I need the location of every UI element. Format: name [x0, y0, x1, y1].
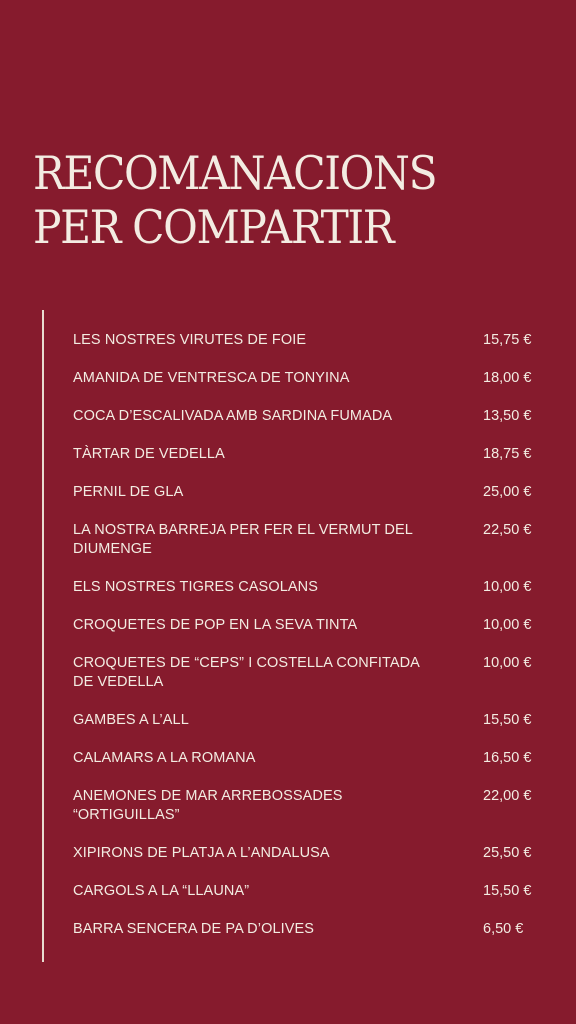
menu-item-name: LA NOSTRA BARREJA PER FER EL VERMUT DEL DIUMENGE: [73, 522, 413, 557]
menu-item-price: 10,00 €: [483, 655, 532, 671]
menu-item-name: ELS NOSTRES TIGRES CASOLANS: [73, 579, 318, 595]
menu-item-name: AMANIDA DE VENTRESCA DE TONYINA: [73, 370, 350, 386]
menu-item-price: 16,50 €: [483, 750, 532, 766]
menu-item: [73, 787, 543, 825]
menu-item: [73, 711, 543, 730]
menu-item-name: PERNIL DE GLA: [73, 484, 184, 500]
menu-item: [73, 331, 543, 350]
menu-item-price: 15,50 €: [483, 712, 532, 728]
menu-item-price: 15,75 €: [483, 332, 532, 348]
menu-item-price: 10,00 €: [483, 579, 532, 595]
menu-item-price: 22,50 €: [483, 522, 532, 538]
menu-item-price: 15,50 €: [483, 883, 532, 899]
menu-item-name: GAMBES A L’ALL: [73, 712, 189, 728]
menu-item-price: 6,50 €: [483, 921, 524, 937]
menu-item: [73, 578, 543, 597]
menu-item: [73, 844, 543, 863]
menu-item-name: TÀRTAR DE VEDELLA: [73, 446, 225, 462]
menu-item-name: BARRA SENCERA DE PA D’OLIVES: [73, 921, 315, 937]
menu-item: [73, 521, 543, 559]
menu-item: [73, 749, 543, 768]
menu-item-name: ANEMONES DE MAR ARREBOSSADES “ORTIGUILLAS”: [73, 788, 343, 823]
menu-item-name: CARGOLS A LA “LLAUNA”: [73, 883, 250, 899]
page-title: [33, 146, 436, 254]
menu-item-price: 10,00 €: [483, 617, 532, 633]
menu-item: [73, 483, 543, 502]
page-title-line-2: PER COMPARTIR: [33, 200, 394, 254]
menu-item: [73, 920, 543, 939]
menu-item-name: CALAMARS A LA ROMANA: [73, 750, 256, 766]
menu-item-price: 18,75 €: [483, 446, 532, 462]
menu-item-name: CROQUETES DE “CEPS” I COSTELLA CONFITADA DE VEDELLA: [73, 655, 420, 690]
menu-item-name: COCA D’ESCALIVADA AMB SARDINA FUMADA: [73, 408, 393, 424]
menu-item: [73, 654, 543, 692]
menu-item-price: 25,50 €: [483, 845, 532, 861]
page-title-line-1: RECOMANACIONS: [33, 146, 437, 200]
menu-item: [73, 407, 543, 426]
menu-item-name: CROQUETES DE POP EN LA SEVA TINTA: [73, 617, 358, 633]
menu-list: [73, 331, 543, 958]
menu-item: [73, 616, 543, 635]
menu-item: [73, 882, 543, 901]
menu-item-name: LES NOSTRES VIRUTES DE FOIE: [73, 332, 307, 348]
menu-item-name: XIPIRONS DE PLATJA A L’ANDALUSA: [73, 845, 330, 861]
menu-item: [73, 369, 543, 388]
vertical-divider: [42, 310, 44, 962]
menu-item-price: 13,50 €: [483, 408, 532, 424]
menu-item-price: 22,00 €: [483, 788, 532, 804]
menu-item-price: 18,00 €: [483, 370, 532, 386]
menu-item: [73, 445, 543, 464]
menu-item-price: 25,00 €: [483, 484, 532, 500]
